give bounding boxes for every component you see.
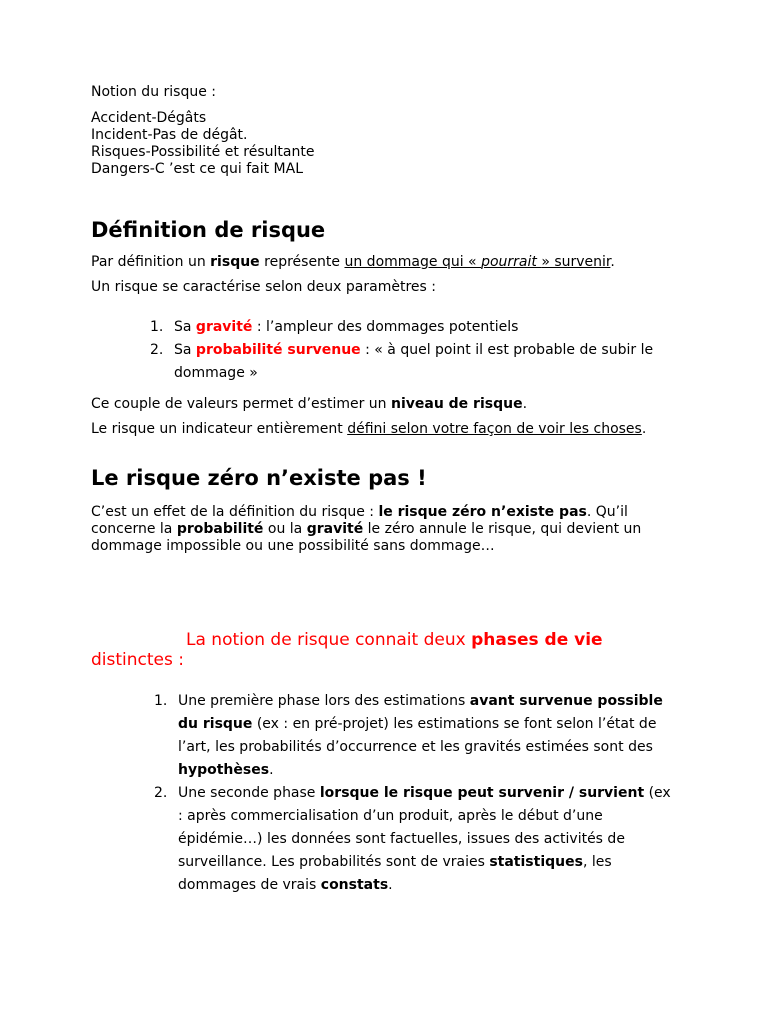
text-run-italic: pourrait xyxy=(481,254,542,270)
intro-line: Dangers-C ’est ce qui fait MAL xyxy=(91,161,304,177)
text-run: le zéro annule le risque, qui devient un dommage impossible ou une possibilité sans dommage… xyxy=(91,521,642,554)
text-run: (ex : après commercialisation d’un produit, après le début d’une épidémie…) les données sont factuelles, issues des activités de surveillance. Les probabilités sont de vraies xyxy=(178,785,671,870)
text-run-bold: avant survenue possible du risque xyxy=(178,693,663,732)
text-run-bold: phases de vie xyxy=(471,630,603,650)
text-run: C’est un effet de la définition du risque : xyxy=(91,504,379,520)
intro-lines xyxy=(91,110,681,178)
text-run: ou la xyxy=(263,521,307,537)
list-item xyxy=(154,690,678,782)
list-item xyxy=(154,782,678,897)
text-run-bold: statistiques xyxy=(489,854,583,870)
text-run: . xyxy=(269,762,274,778)
intro-title: Notion du risque : xyxy=(91,84,216,100)
text-run: Le risque un indicateur entièrement xyxy=(91,421,348,437)
text-run: représente xyxy=(259,254,345,270)
definition-paragraph-3 xyxy=(91,396,681,413)
text-run: , les dommages de vrais xyxy=(178,854,612,893)
text-run: La notion de risque connait deux xyxy=(186,630,472,650)
text-run: : « à quel point il est probable de subir le dommage » xyxy=(174,342,654,381)
text-run: . xyxy=(522,396,528,412)
list-item xyxy=(150,339,674,385)
definition-paragraph-4 xyxy=(91,421,681,438)
text-run-red-bold: probabilité survenue xyxy=(195,342,361,358)
document-page xyxy=(91,84,681,897)
text-run-bold: probabilité xyxy=(176,521,264,537)
intro-line: Incident-Pas de dégât. xyxy=(91,127,248,143)
text-run-bold: hypothèses xyxy=(178,762,270,778)
text-run: . xyxy=(641,421,647,437)
text-run: Ce couple de valeurs permet d’estimer un xyxy=(91,396,391,412)
zero-risk-heading: Le risque zéro n’existe pas ! xyxy=(91,466,427,490)
intro-line: Risques-Possibilité et résultante xyxy=(91,144,315,160)
parameters-list xyxy=(150,316,674,385)
phases-intro xyxy=(91,630,681,670)
list-number: 2. xyxy=(150,342,164,358)
text-run: » survenir xyxy=(541,254,611,270)
text-run-bold: niveau de risque xyxy=(390,396,523,412)
text-run: : l’ampleur des dommages potentiels xyxy=(252,319,519,335)
list-number: 1. xyxy=(154,693,168,709)
text-run: Sa xyxy=(174,342,196,358)
text-run-bold: constats xyxy=(320,877,389,893)
text-run: (ex : en pré-projet) les estimations se font selon l’état de l’art, les probabilités d’occurrence et les gravités estimées sont des xyxy=(178,716,657,755)
text-run-bold: gravité xyxy=(306,521,364,537)
text-run: . Qu’il concerne la xyxy=(91,504,628,537)
list-number: 2. xyxy=(154,785,168,801)
definition-heading: Définition de risque xyxy=(91,218,326,242)
text-run-bold: lorsque le risque peut survenir / survient xyxy=(319,785,645,801)
text-run-bold: le risque zéro n’existe pas xyxy=(378,504,587,520)
text-run: Une seconde phase xyxy=(178,785,320,801)
text-run-bold: risque xyxy=(210,254,260,270)
text-run: . xyxy=(388,877,393,893)
text-run: distinctes : xyxy=(91,650,184,670)
text-run: Par définition un xyxy=(91,254,211,270)
text-run: . xyxy=(610,254,615,270)
list-number: 1. xyxy=(150,319,164,335)
definition-paragraph-1 xyxy=(91,254,681,271)
underlined-phrase: défini selon votre façon de voir les choses xyxy=(347,421,642,437)
phases-list xyxy=(154,690,678,897)
definition-paragraph-2: Un risque se caractérise selon deux paramètres : xyxy=(91,279,436,295)
text-run: un dommage qui « xyxy=(344,254,482,270)
zero-risk-paragraph xyxy=(91,504,681,555)
text-run-red-bold: gravité xyxy=(195,319,253,335)
text-run: Une première phase lors des estimations xyxy=(178,693,470,709)
intro-line: Accident-Dégâts xyxy=(91,110,207,126)
text-run: Sa xyxy=(174,319,196,335)
underlined-phrase xyxy=(344,254,610,270)
list-item xyxy=(150,316,674,339)
